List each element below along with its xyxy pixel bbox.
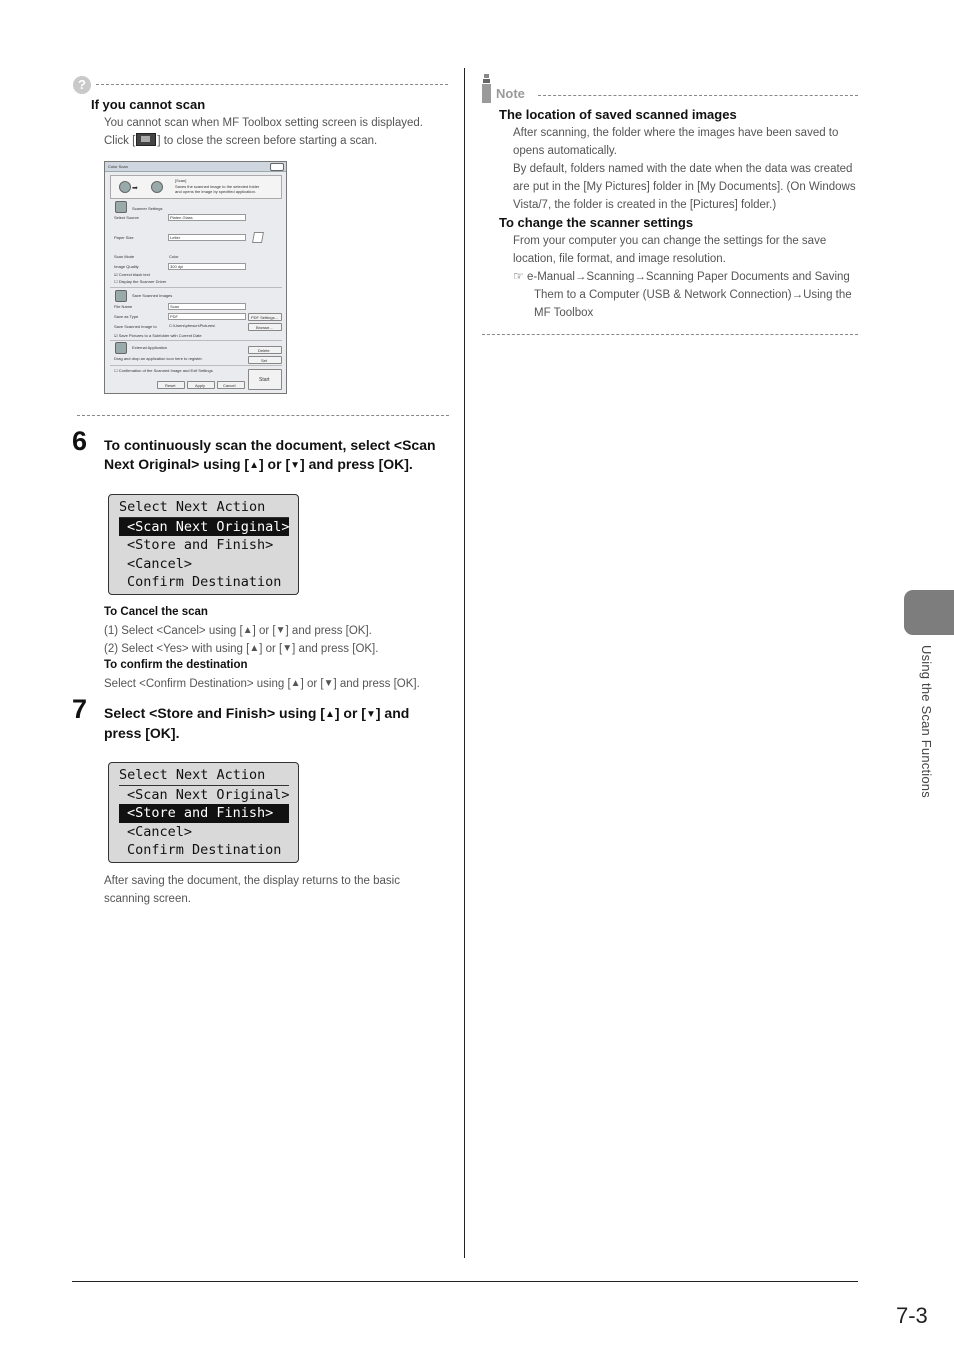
scan-mode-value: Color [169,254,179,259]
drag-drop-label: Drag and drop an application icon here to register. [114,356,203,361]
mode-desc-1: Saves the scanned image to the selected folder [175,184,260,189]
scanner-settings-icon [115,201,127,213]
up-arrow-icon: ▲ [290,678,301,689]
reference-hand-icon: ☞ [513,269,524,283]
display-driver-checkbox: ☐ Display the Scanner Driver [114,279,167,284]
image-quality-label: Image Quality [114,264,139,269]
down-arrow-icon: ▼ [323,678,334,689]
image-quality-dropdown: 300 dpi [168,263,246,270]
scan-mode-label: Scan Mode [114,254,135,259]
lcd-screen-step7 [108,762,299,863]
apply-button: Apply [187,381,215,389]
pdf-settings-button: PDF Settings... [248,313,282,321]
lcd-item-scan-next: <Scan Next Original> [127,786,290,803]
note-scanner-settings-text: From your computer you can change the settings for the save location, file format, and image resolution. [513,235,827,265]
down-arrow-icon: ▼ [365,709,376,720]
dialog-separator-3 [110,365,282,366]
trouble-bottom-rule [77,415,449,416]
trouble-heading: If you cannot scan [91,97,206,112]
question-icon: ? [73,76,91,94]
save-as-type-dropdown: PDF [168,313,246,320]
scanner-settings-label: Scanner Settings [132,206,163,211]
lcd-screen-step6 [108,494,299,595]
lcd-item-cancel: <Cancel> [127,555,193,572]
scan-mode-panel [110,175,282,199]
lcd-title: Select Next Action [119,498,289,518]
step-7-number: 7 [72,694,88,724]
external-app-label: External Application [132,345,168,350]
dialog-title: Color Scan [108,164,128,169]
lcd-item-store-finish: <Store and Finish> [119,804,289,823]
step-7-result-text: After saving the document, the display returns to the basic scanning screen. [104,875,400,905]
step-7-instruction [104,704,439,743]
note-bottom-rule [482,334,858,335]
paper-preview-icon [252,232,264,243]
dialog-separator-2 [110,340,282,341]
close-button-icon [136,133,156,146]
dialog-separator [110,287,282,288]
step-6-line-1: To continuously scan the document, select <Scan [104,437,436,453]
lcd-item-confirm-destination: Confirm Destination [127,842,282,858]
step-6-line-2: Next Original> using [▲] or [▼] and press [OK]. [104,456,413,472]
mode-desc-2: and opens the image by specified application. [175,189,256,194]
step-6-number: 6 [72,426,88,456]
cancel-step-2: (2) Select <Yes> with using [▲] or [▼] and press [OK]. [104,643,379,655]
lcd-item-confirm-destination: Confirm Destination [127,574,282,590]
up-arrow-icon: ▲ [242,625,253,636]
cancel-scan-heading: To Cancel the scan [104,606,208,618]
cancel-scan-steps [104,622,449,658]
trouble-text [104,114,444,150]
dialog-close-icon [270,163,284,171]
color-scan-dialog-screenshot [104,161,287,394]
paper-size-dropdown: Letter [168,234,246,241]
confirmation-checkbox: ☐ Confirmation of the Scanned Image and Exif Settings [114,368,213,373]
up-arrow-icon: ▲ [249,643,260,654]
browse-button: Browse... [248,323,282,331]
note-saved-location-text: After scanning, the folder where the images have been saved to opens automatically. By default, folders named with the date when the data was created are put in the [My Pictures] folder in [My Documents]. (On Windows Vista/7, the folder is created in the [Pictures] folder.) [513,127,856,211]
lcd-item-cancel: <Cancel> [127,823,193,840]
trouble-top-rule [96,84,448,85]
lcd-item-store-finish: <Store and Finish> [127,537,274,553]
cancel-step-1: (1) Select <Cancel> using [▲] or [▼] and press [OK]. [104,625,372,637]
save-to-label: Save Scanned Image to [114,324,157,329]
down-arrow-icon: ▼ [290,460,301,471]
file-name-label: File Name [114,304,133,309]
save-to-value: C:\Users\pfmscn\Pictures\ [169,323,216,328]
lcd-title: Select Next Action [119,766,289,786]
step-6-instruction [104,436,439,475]
reset-button: Reset [157,381,185,389]
note-heading-scanner-settings: To change the scanner settings [499,215,694,230]
down-arrow-icon: ▼ [282,643,293,654]
delete-button: Delete [248,346,282,354]
confirm-destination-heading: To confirm the destination [104,659,248,671]
start-button: Start [248,369,282,390]
chapter-tab-label: Using the Scan Functions [919,645,934,798]
subfolder-checkbox: ☑ Save Pictures to a Subfolder with Current Date [114,333,202,338]
set-button: Set [248,356,282,364]
footer-rule [72,1281,858,1282]
select-source-label: Select Source [114,215,139,220]
folder-icon [151,181,163,193]
cancel-button: Cancel [217,381,245,389]
paper-size-label: Paper Size [114,235,134,240]
file-name-field: Scan [168,303,246,310]
note-heading-saved-location: The location of saved scanned images [499,107,737,122]
dialog-titlebar [105,162,286,172]
note-top-rule [538,95,858,96]
note-pencil-icon [481,74,492,104]
page-number: 7-3 [896,1303,928,1328]
mode-title: [Scan] [175,178,187,183]
scanner-icon [119,181,131,193]
save-images-label: Save Scanned Images [132,293,173,298]
select-source-dropdown: Platen Glass [168,214,246,221]
column-divider [464,68,465,1258]
step-7-line-1: Select <Store and Finish> using [▲] or [▼] and [104,705,410,721]
up-arrow-icon: ▲ [249,460,259,471]
step-7-line-2: press [OK]. [104,725,180,741]
note-reference-line-1: ☞ e-Manual→Scanning→Scanning Paper Documents and Saving [513,269,850,283]
note-reference: ☞ e-Manual→Scanning→Scanning Paper Documents and Saving Them to a Computer (USB & Network Connection)→Using the MF Toolbox [513,267,863,322]
trouble-line-2: Click [ ] to close the screen before starting a scan. [104,135,378,147]
up-arrow-icon: ▲ [324,709,335,720]
correct-text-checkbox: ☑ Correct black text [114,272,150,277]
external-app-icon [115,342,127,354]
save-as-type-label: Save as Type [114,314,139,319]
save-images-icon [115,290,127,302]
chapter-tab [904,590,954,635]
arrow-icon: ➡ [132,185,138,192]
trouble-line-1: You cannot scan when MF Toolbox setting screen is displayed. [104,117,423,129]
note-label: Note [496,86,525,101]
lcd-item-scan-next: <Scan Next Original> [119,518,289,537]
confirm-destination-text: Select <Confirm Destination> using [▲] or [▼] and press [OK]. [104,678,420,690]
down-arrow-icon: ▼ [275,625,286,636]
